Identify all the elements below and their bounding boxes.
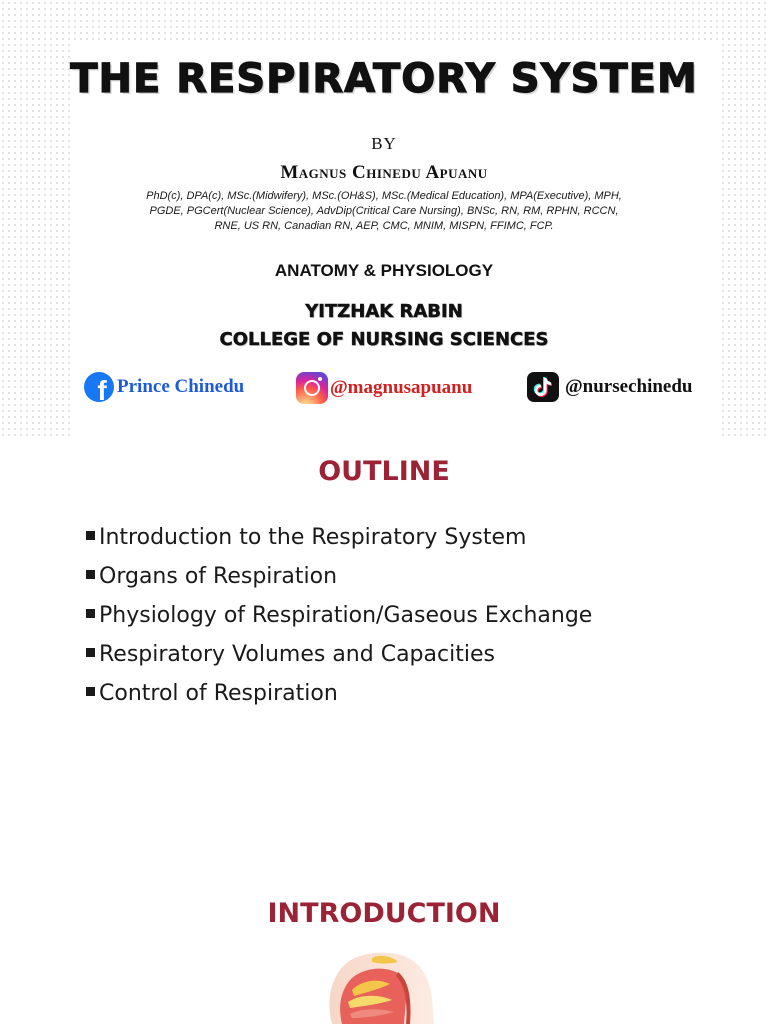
outline-slide [0,436,768,824]
tiktok-handle: @nursechinedu [565,376,693,397]
by-label: BY [371,134,397,153]
square-bullet-icon [86,531,95,540]
outline-item-text: Organs of Respiration [99,563,338,589]
outline-heading: OUTLINE [318,456,450,487]
outline-item [86,674,592,713]
introduction-slide [0,880,768,1024]
facebook-icon: f [84,372,114,402]
title-slide [0,0,768,436]
instagram-icon [296,372,328,404]
outline-item-text: Physiology of Respiration/Gaseous Exchange [99,602,593,628]
facebook-link[interactable] [84,372,244,402]
square-bullet-icon [86,609,95,618]
outline-item [86,557,592,596]
college-line-1: YITZHAK RABIN [305,301,463,322]
instagram-link[interactable] [296,372,472,404]
square-bullet-icon [86,570,95,579]
outline-item [86,596,592,635]
author-credentials: PhD(c), DPA(c), MSc.(Midwifery), MSc.(OH&S), MSc.(Medical Education), MPA(Executive), MPH, PGDE, PGCert(Nuclear Science), AdvDip(Critical Care Nursing), BNSc, RN, RM, RPHN, RCCN, RNE, US RN, Canadian RN, AEP, CMC, MNIM, MISPN, FFIMC, FCP. [146,190,622,232]
nasal-cavity-anatomy-illustration [312,950,442,1024]
college-name [0,298,768,354]
instagram-handle: @magnusapuanu [330,377,473,398]
social-links [0,372,768,408]
tiktok-link[interactable] [527,372,692,402]
square-bullet-icon [86,687,95,696]
course-subject: ANATOMY & PHYSIOLOGY [274,261,494,280]
college-line-2: COLLEGE OF NURSING SCIENCES [219,329,549,350]
outline-item [86,518,592,557]
outline-item-text: Introduction to the Respiratory System [99,524,527,550]
outline-item-text: Respiratory Volumes and Capacities [99,641,495,667]
outline-item [86,635,592,674]
author-name: Magnus Chinedu Apuanu [280,162,488,183]
outline-item-text: Control of Respiration [99,680,338,706]
facebook-handle: Prince Chinedu [117,376,245,397]
tiktok-icon [527,372,559,402]
introduction-heading: INTRODUCTION [267,898,501,929]
outline-list [86,518,592,713]
square-bullet-icon [86,648,95,657]
presentation-title: THE RESPIRATORY SYSTEM [70,56,698,102]
